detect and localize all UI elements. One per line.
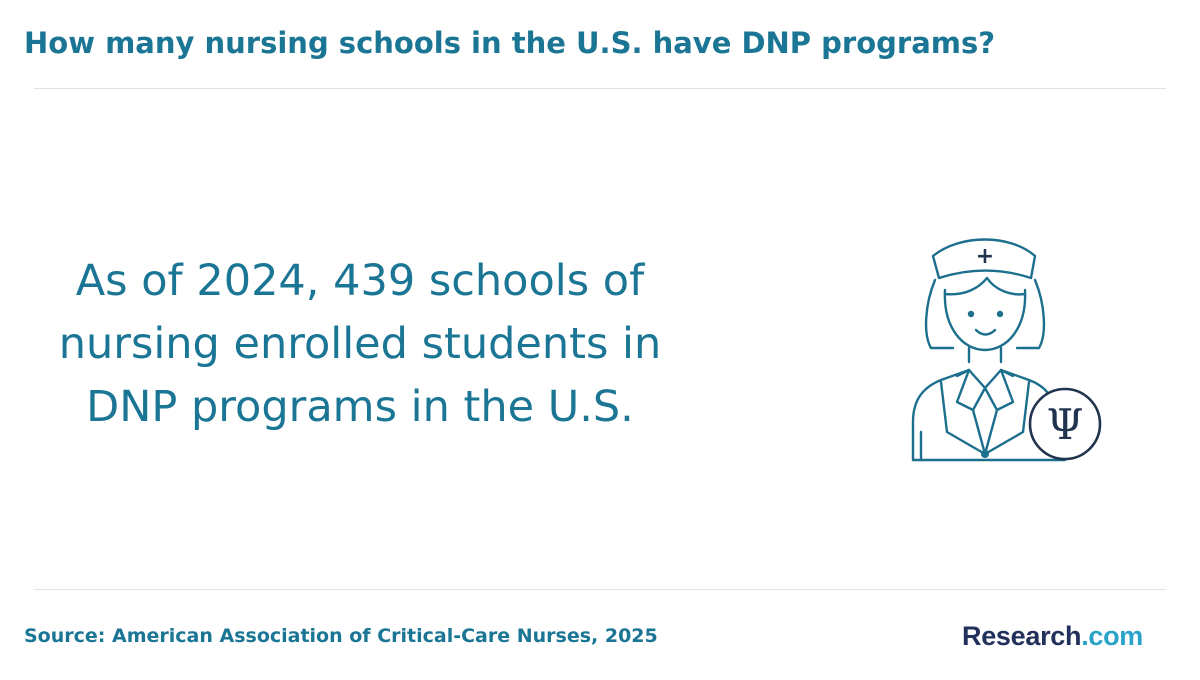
bottom-divider [34,589,1166,590]
psi-icon: Ψ [1046,400,1084,449]
statement-line-2: nursing enrolled students in [58,319,662,369]
logo-word: Research [962,621,1082,651]
statement-line-3: DNP programs in the U.S. [86,382,634,432]
logo-tld: com [1088,621,1144,651]
source-citation: Source: American Association of Critical-Care Nurses, 2025 [24,625,658,647]
page-title: How many nursing schools in the U.S. have DNP programs? [24,26,996,60]
research-com-logo[interactable] [962,618,1143,654]
statement-line-1: As of 2024, 439 schools of [75,256,645,306]
nurse-with-psi-badge-icon [905,232,1110,468]
key-statement [40,250,680,439]
top-divider [34,88,1166,89]
cap-cross-icon: + [975,244,995,269]
logo-dot: . [1081,621,1089,651]
